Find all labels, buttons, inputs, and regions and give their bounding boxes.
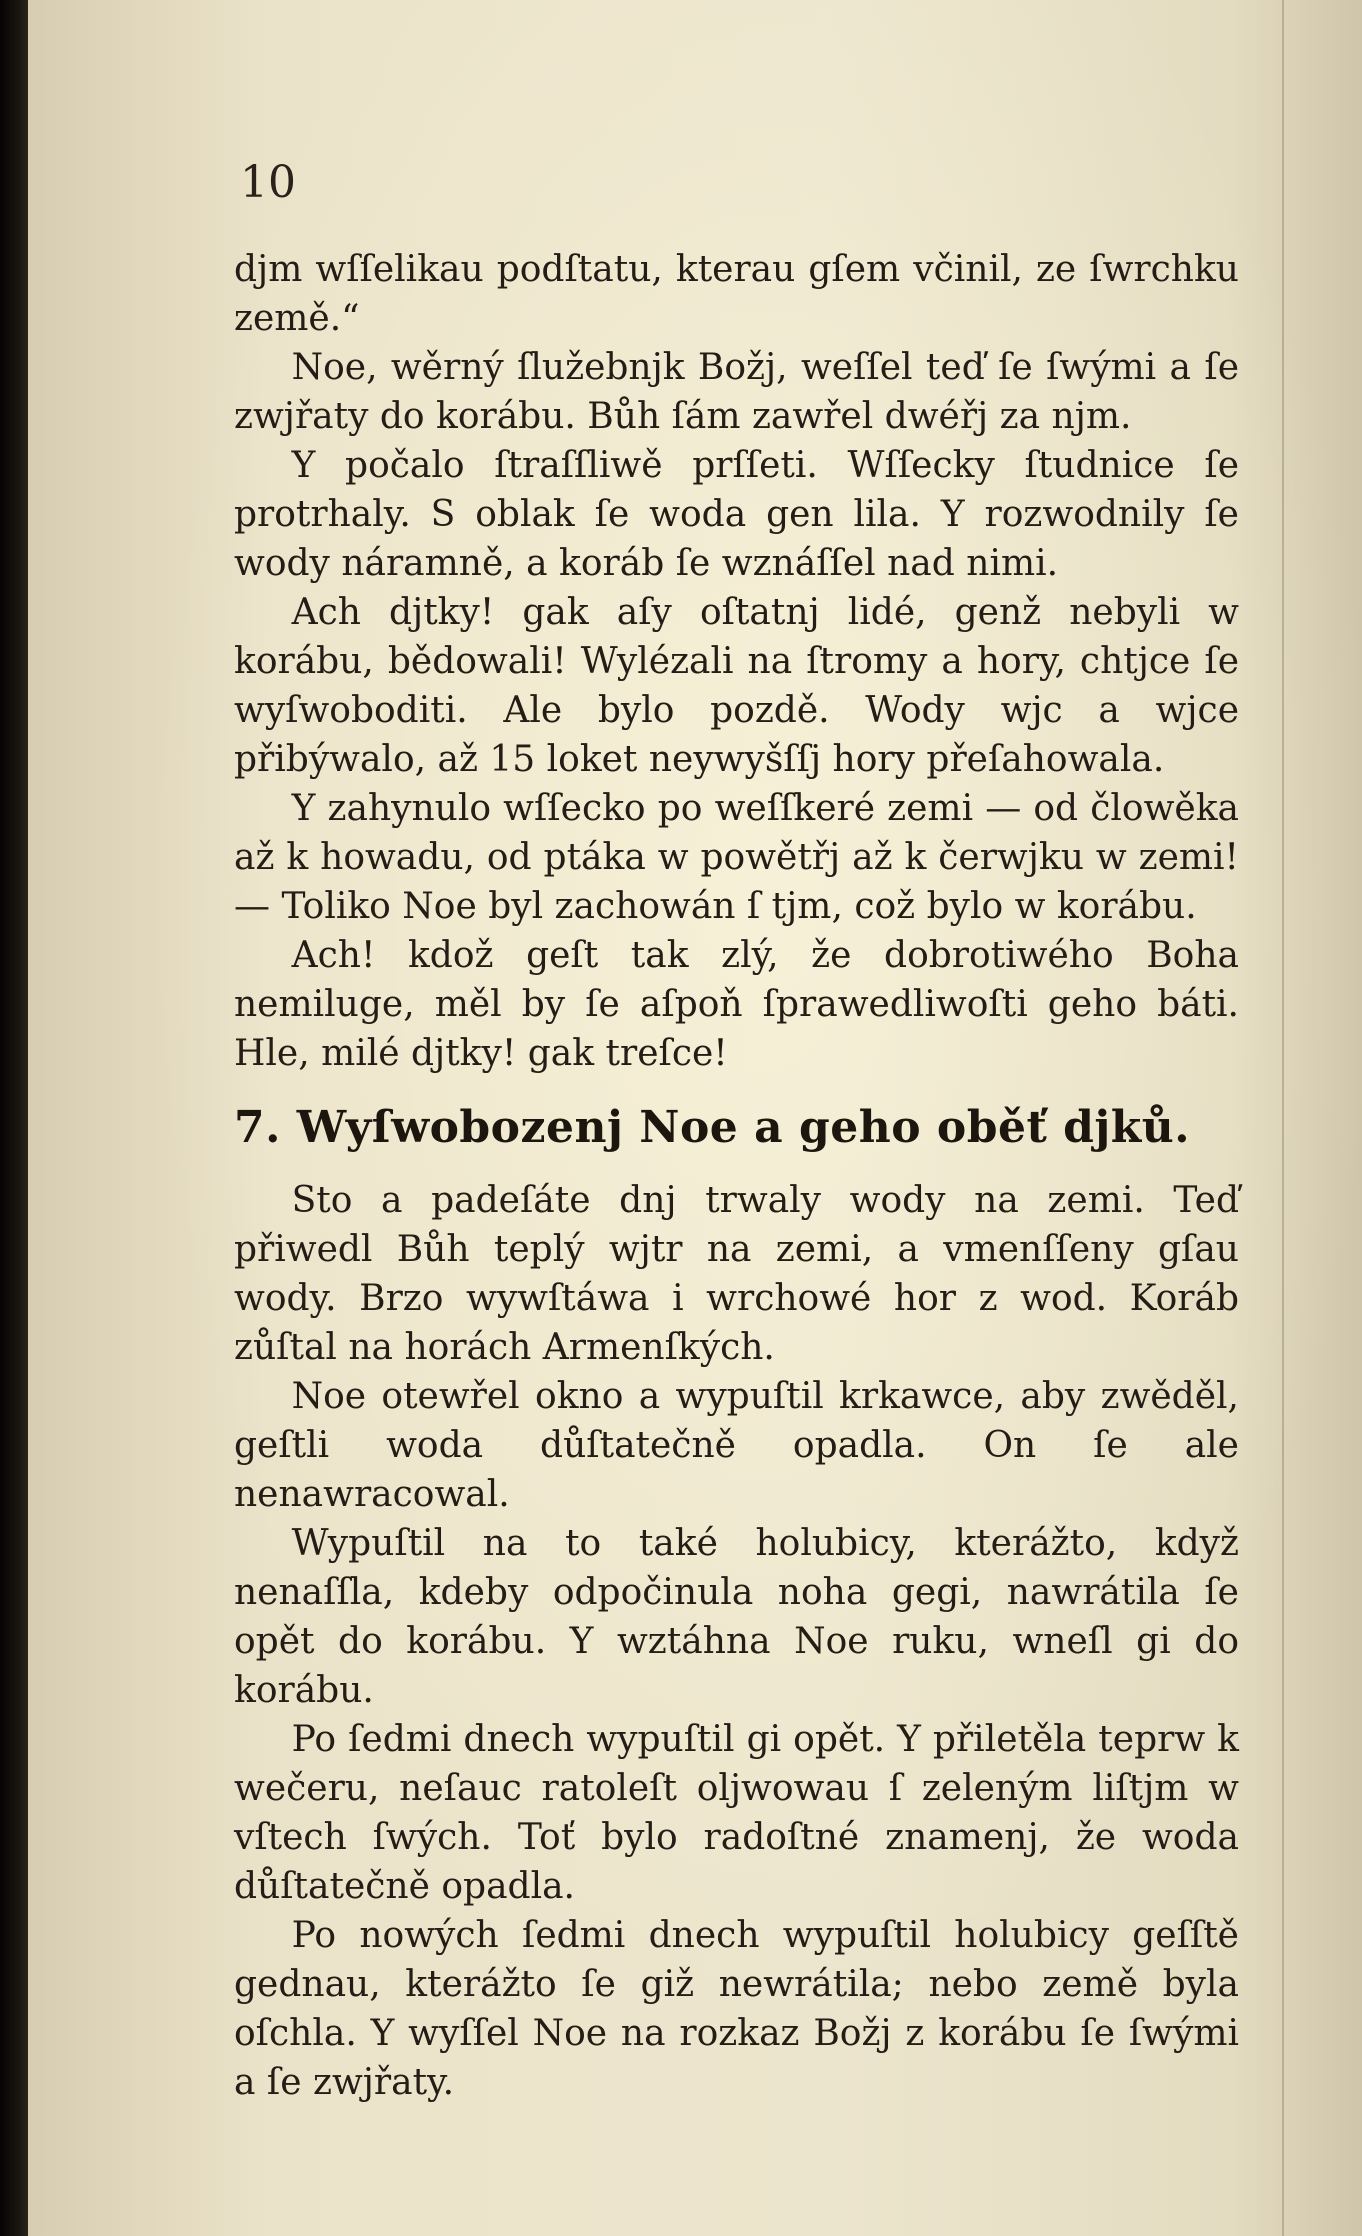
paragraph: Ach djtky! gak aſy oſtatnj lidé, genž nebyli w korábu, bědowali! Wylézali na ſtromy a hory, chtjce ſe wyſwoboditi. Ale bylo pozdě. Wody wjc a wjce přibýwalo, až 15 loket neywyšſſj hory přeſahowala. xyxy=(234,592,1239,780)
paragraph: Noe, wěrný ſlužebnjk Božj, weſſel teď ſe ſwými a ſe zwjřaty do korábu. Bůh ſám zawřel dwéřj za njm. xyxy=(234,347,1239,437)
book-spine-shadow xyxy=(0,0,28,2236)
section-heading: 7. Wyſwobozenj Noe a geho oběť djků. xyxy=(234,1102,1191,1153)
paragraph: Y počalo ſtraſſliwě prſſeti. Wſſecky ſtudnice ſe protrhaly. S oblak ſe woda gen lila. Y rozwodnily ſe wody náramně, a koráb ſe wznáſſel nad nimi. xyxy=(234,445,1239,584)
paragraph: Noe otewřel okno a wypuſtil krkawce, aby zwěděl, geſtli woda důſtatečně opadla. On ſe ale nenawracowal. xyxy=(234,1376,1239,1515)
paragraph: Wypuſtil na to také holubicy, kterážto, když nenaſſla, kdeby odpočinula noha gegi, nawrátila ſe opět do korábu. Y wztáhna Noe ruku, wneſl gi do korábu. xyxy=(234,1523,1239,1711)
paragraph: Ach! kdož geſt tak zlý, že dobrotiwého Boha nemiluge, měl by ſe aſpoň ſprawedliwoſti geho báti. Hle, milé djtky! gak treſce! xyxy=(234,935,1239,1074)
paragraph: Po ſedmi dnech wypuſtil gi opět. Y přiletěla teprw k wečeru, neſauc ratoleſt oljwowau ſ zeleným liſtjm w vſtech ſwých. Toť bylo radoſtné znamenj, že woda důſtatečně opadla. xyxy=(234,1719,1239,1907)
paragraph: Po nowých ſedmi dnech wypuſtil holubicy geſſtě gednau, kterážto ſe giž newrátila; nebo země byla oſchla. Y wyſſel Noe na rozkaz Božj z korábu ſe ſwými a ſe zwjřaty. xyxy=(234,1915,1239,2103)
page-number: 10 xyxy=(240,157,296,208)
paragraph: Sto a padeſáte dnj trwaly wody na zemi. Teď přiwedl Bůh teplý wjtr na zemi, a vmenſſeny gſau wody. Brzo wywſtáwa i wrchowé hor z wod. Koráb zůſtal na horách Armenſkých. xyxy=(234,1180,1239,1368)
page-text xyxy=(234,245,1239,2107)
paragraph: Y zahynulo wſſecko po weſſkeré zemi — od člowěka až k howadu, od ptáka w powětřj až k čerwjku w zemi! — Toliko Noe byl zachowán ſ tjm, což bylo w korábu. xyxy=(234,788,1239,927)
paragraph: djm wſſelikau podſtatu, kterau gſem včinil, ze ſwrchku země.“ xyxy=(234,249,1239,339)
book-page xyxy=(28,0,1362,2236)
paragraphs-after-heading xyxy=(234,1176,1239,2107)
paragraphs-before-heading xyxy=(234,245,1239,1078)
